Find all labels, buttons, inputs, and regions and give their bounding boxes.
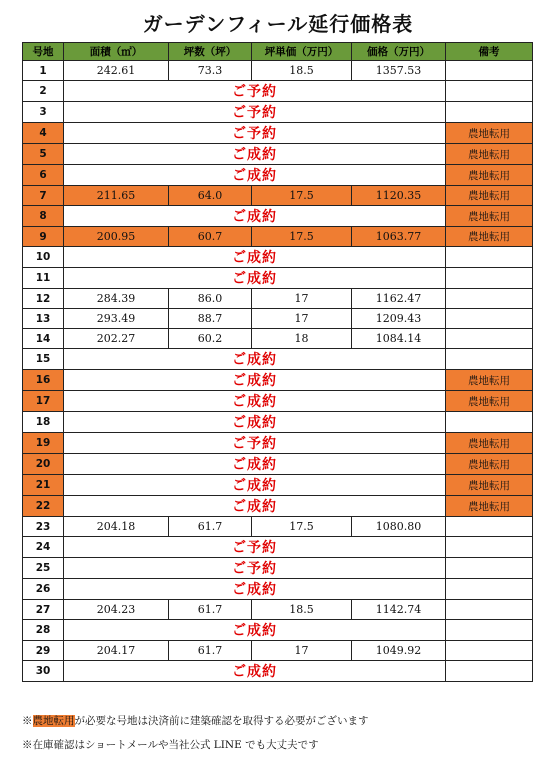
lot-number-cell: 8 [23,206,64,227]
footnote-1-prefix: ※ [22,715,33,727]
unit-price-cell: 17 [252,289,352,309]
remarks-cell [446,349,533,370]
footnote-1 [22,713,369,728]
table-row [23,268,533,289]
status-cell: ご成約 [64,412,446,433]
remarks-cell [446,641,533,661]
status-cell: ご成約 [64,661,446,682]
remarks-cell: 農地転用 [446,227,533,247]
area-cell: 204.18 [64,517,169,537]
lot-number-cell: 17 [23,391,64,412]
table-row [23,206,533,227]
table-row [23,558,533,579]
table-row [23,641,533,661]
price-cell: 1142.74 [352,600,446,620]
footnote-2: ※在庫確認はショートメールや当社公式 LINE でも大丈夫です [22,739,319,751]
status-cell: ご成約 [64,247,446,268]
footnote-1-highlight: 農地転用 [32,715,75,727]
lot-number-cell: 22 [23,496,64,517]
lot-number-cell: 29 [23,641,64,661]
remarks-cell [446,329,533,349]
remarks-cell [446,661,533,682]
status-cell: ご成約 [64,165,446,186]
remarks-cell: 農地転用 [446,391,533,412]
unit-price-cell: 18.5 [252,600,352,620]
remarks-cell [446,537,533,558]
remarks-cell [446,558,533,579]
area-cell: 204.17 [64,641,169,661]
area-cell: 211.65 [64,186,169,206]
remarks-cell: 農地転用 [446,144,533,165]
table-row [23,496,533,517]
tsubo-cell: 73.3 [169,61,252,81]
status-cell: ご成約 [64,496,446,517]
status-cell: ご予約 [64,123,446,144]
footnote-1-text: が必要な号地は決済前に建築確認を取得する必要がございます [74,715,369,727]
table-row [23,247,533,268]
table-row [23,433,533,454]
header-price: 価格（万円） [352,43,446,61]
price-cell: 1063.77 [352,227,446,247]
area-cell: 242.61 [64,61,169,81]
remarks-cell: 農地転用 [446,433,533,454]
status-cell: ご予約 [64,81,446,102]
remarks-cell [446,620,533,641]
table-row [23,620,533,641]
status-cell: ご成約 [64,475,446,496]
area-cell: 202.27 [64,329,169,349]
status-cell: ご成約 [64,370,446,391]
remarks-cell: 農地転用 [446,454,533,475]
remarks-cell [446,412,533,433]
remarks-cell: 農地転用 [446,370,533,391]
table-row [23,475,533,496]
unit-price-cell: 17.5 [252,227,352,247]
table-row [23,517,533,537]
lot-number-cell: 5 [23,144,64,165]
unit-price-cell: 18.5 [252,61,352,81]
remarks-cell [446,517,533,537]
remarks-cell: 農地転用 [446,186,533,206]
lot-number-cell: 28 [23,620,64,641]
tsubo-cell: 88.7 [169,309,252,329]
remarks-cell [446,102,533,123]
lot-number-cell: 25 [23,558,64,579]
table-row [23,227,533,247]
unit-price-cell: 17 [252,641,352,661]
remarks-cell [446,81,533,102]
header-remarks: 備考 [446,43,533,61]
price-cell: 1162.47 [352,289,446,309]
table-row [23,123,533,144]
table-row [23,412,533,433]
table-row [23,144,533,165]
price-cell: 1120.35 [352,186,446,206]
status-cell: ご予約 [64,558,446,579]
status-cell: ご予約 [64,537,446,558]
lot-number-cell: 26 [23,579,64,600]
status-cell: ご成約 [64,144,446,165]
unit-price-cell: 18 [252,329,352,349]
lot-number-cell: 4 [23,123,64,144]
remarks-cell: 農地転用 [446,496,533,517]
table-row [23,102,533,123]
header-unit-price: 坪単価（万円） [252,43,352,61]
remarks-cell: 農地転用 [446,123,533,144]
price-cell: 1080.80 [352,517,446,537]
header-area: 面積（㎡） [64,43,169,61]
price-cell: 1357.53 [352,61,446,81]
table-row [23,61,533,81]
table-row [23,329,533,349]
status-cell: ご予約 [64,102,446,123]
area-cell: 204.23 [64,600,169,620]
remarks-cell [446,309,533,329]
remarks-cell: 農地転用 [446,206,533,227]
remarks-cell [446,579,533,600]
table-row [23,600,533,620]
tsubo-cell: 61.7 [169,517,252,537]
tsubo-cell: 61.7 [169,600,252,620]
lot-number-cell: 23 [23,517,64,537]
remarks-cell [446,61,533,81]
area-cell: 200.95 [64,227,169,247]
area-cell: 284.39 [64,289,169,309]
remarks-cell: 農地転用 [446,165,533,186]
unit-price-cell: 17.5 [252,186,352,206]
remarks-cell [446,600,533,620]
remarks-cell: 農地転用 [446,475,533,496]
table-row [23,289,533,309]
table-row [23,454,533,475]
tsubo-cell: 60.7 [169,227,252,247]
unit-price-cell: 17 [252,309,352,329]
tsubo-cell: 60.2 [169,329,252,349]
table-row [23,579,533,600]
tsubo-cell: 86.0 [169,289,252,309]
lot-number-cell: 14 [23,329,64,349]
lot-number-cell: 19 [23,433,64,454]
lot-number-cell: 1 [23,61,64,81]
status-cell: ご成約 [64,268,446,289]
lot-number-cell: 18 [23,412,64,433]
status-cell: ご成約 [64,620,446,641]
lot-number-cell: 3 [23,102,64,123]
tsubo-cell: 64.0 [169,186,252,206]
lot-number-cell: 30 [23,661,64,682]
remarks-cell [446,247,533,268]
price-cell: 1084.14 [352,329,446,349]
price-cell: 1049.92 [352,641,446,661]
status-cell: ご予約 [64,433,446,454]
lot-number-cell: 11 [23,268,64,289]
lot-number-cell: 15 [23,349,64,370]
table-body [23,61,533,682]
status-cell: ご成約 [64,349,446,370]
tsubo-cell: 61.7 [169,641,252,661]
lot-number-cell: 16 [23,370,64,391]
header-tsubo: 坪数（坪） [169,43,252,61]
area-cell: 293.49 [64,309,169,329]
price-cell: 1209.43 [352,309,446,329]
lot-number-cell: 27 [23,600,64,620]
table-row [23,165,533,186]
table-row [23,537,533,558]
lot-number-cell: 21 [23,475,64,496]
table-row [23,349,533,370]
price-table [22,42,533,682]
lot-number-cell: 12 [23,289,64,309]
lot-number-cell: 2 [23,81,64,102]
status-cell: ご成約 [64,579,446,600]
table-row [23,81,533,102]
remarks-cell [446,268,533,289]
table-row [23,391,533,412]
lot-number-cell: 10 [23,247,64,268]
status-cell: ご成約 [64,206,446,227]
lot-number-cell: 13 [23,309,64,329]
lot-number-cell: 9 [23,227,64,247]
table-row [23,370,533,391]
table-row [23,309,533,329]
page-title: ガーデンフィール延行価格表 [142,12,414,36]
status-cell: ご成約 [64,391,446,412]
lot-number-cell: 24 [23,537,64,558]
table-row [23,186,533,206]
unit-price-cell: 17.5 [252,517,352,537]
status-cell: ご成約 [64,454,446,475]
lot-number-cell: 20 [23,454,64,475]
lot-number-cell: 6 [23,165,64,186]
lot-number-cell: 7 [23,186,64,206]
table-header-row [23,43,533,61]
header-lot-number: 号地 [23,43,64,61]
remarks-cell [446,289,533,309]
table-row [23,661,533,682]
